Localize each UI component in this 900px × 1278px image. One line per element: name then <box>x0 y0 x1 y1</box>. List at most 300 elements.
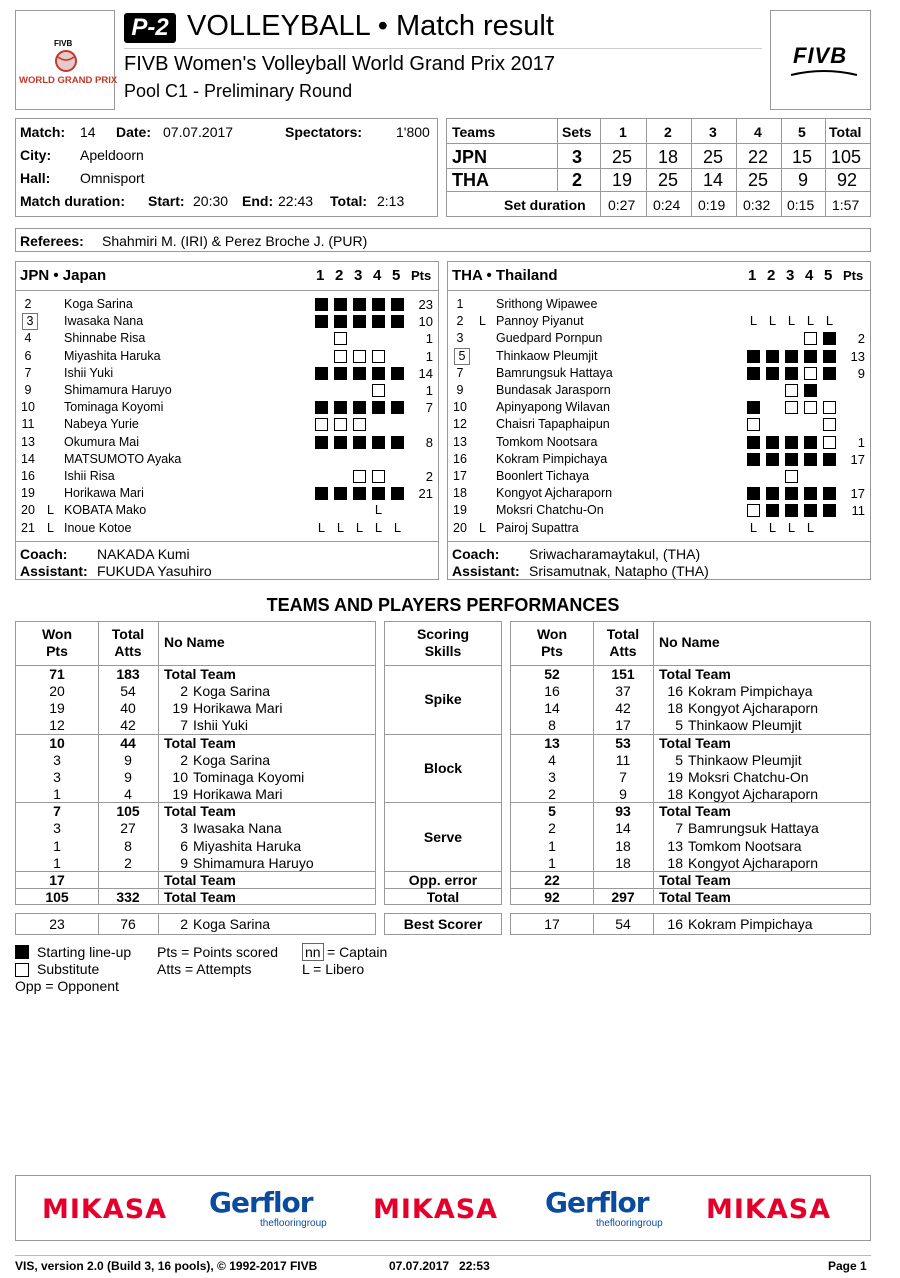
player-name: Kongyot Ajcharaporn <box>496 486 613 500</box>
match-label: Match: <box>20 124 66 140</box>
tha-set4: 25 <box>748 170 769 190</box>
player-row <box>16 296 438 313</box>
player-row <box>16 451 438 468</box>
empty-slot <box>388 502 407 518</box>
total-header: Total <box>829 124 862 140</box>
gerflor-logo-1: Gerflor <box>209 1186 313 1219</box>
player-name: Total Team <box>164 666 236 682</box>
jpn-player-list <box>16 296 438 536</box>
duration-label: Match duration: <box>20 193 125 209</box>
mikasa-logo-2: MIKASA <box>373 1194 499 1225</box>
player-name: Moksri Chatchu-On <box>688 769 809 785</box>
starting-square <box>782 451 801 467</box>
opp-error-label: Total Team <box>164 872 236 888</box>
jpn-set1: 25 <box>612 147 633 167</box>
total-set-duration: 1:57 <box>832 197 860 213</box>
tha-player-list <box>448 296 870 536</box>
set1-header: 1 <box>619 124 627 140</box>
atts-header: Atts <box>114 643 142 659</box>
empty-slot <box>820 520 839 536</box>
set5-header: 5 <box>798 124 806 140</box>
player-name: Total Team <box>659 803 731 819</box>
match-date: 07.07.2017 <box>163 124 234 140</box>
won-points: 19 <box>49 700 65 716</box>
empty-slot <box>312 382 331 398</box>
best-scorer-label: Best Scorer <box>403 916 483 932</box>
total-header: Total <box>111 626 145 642</box>
starting-square <box>331 485 350 501</box>
starting-square <box>782 365 801 381</box>
player-row <box>448 416 870 433</box>
player-no: 18 <box>667 855 683 871</box>
jpn-set-head-2: 2 <box>335 267 344 284</box>
empty-slot <box>369 330 388 346</box>
libero-mark: L <box>787 520 796 535</box>
player-name: Ishii Risa <box>64 469 115 483</box>
substitute-square <box>782 468 801 484</box>
tha-set1: 19 <box>612 170 633 190</box>
player-name: Bamrungsuk Hattaya <box>688 820 819 836</box>
tha-assistant: Srisamutnak, Natapho (THA) <box>529 563 709 579</box>
empty-slot <box>763 330 782 346</box>
player-number: 13 <box>453 435 467 449</box>
referees-value: Shahmiri M. (IRI) & Perez Broche J. (PUR) <box>102 233 368 249</box>
player-row <box>16 502 438 519</box>
starting-lineup-swatch <box>15 945 29 959</box>
libero-mark: L <box>768 520 777 535</box>
scoring-header: Scoring <box>416 626 470 642</box>
skills-header: Skills <box>424 643 462 659</box>
jpn-sets: 3 <box>572 147 583 167</box>
set-duration-label: Set duration <box>504 197 586 213</box>
starting-square <box>369 313 388 329</box>
starting-square <box>350 434 369 450</box>
starting-square <box>782 502 801 518</box>
empty-slot <box>782 296 801 312</box>
player-no: 6 <box>180 838 188 854</box>
player-number: 17 <box>453 469 467 483</box>
pts-header: Pts <box>541 643 563 659</box>
empty-slot <box>312 348 331 364</box>
match-info-box <box>15 118 438 217</box>
empty-slot <box>312 502 331 518</box>
won-points: 4 <box>548 752 556 768</box>
total-attempts: 44 <box>120 735 136 751</box>
starting-square <box>801 502 820 518</box>
starting-square <box>763 434 782 450</box>
header-sep <box>385 665 501 666</box>
logo-wgp-text: WORLD GRAND PRIX <box>19 75 118 86</box>
jpn-set2: 18 <box>658 147 679 167</box>
volleyball-icon <box>52 49 80 73</box>
won-points: 1 <box>53 838 61 854</box>
pts-header: Pts <box>46 643 68 659</box>
player-points: 1 <box>857 435 865 450</box>
total-attempts: 297 <box>611 889 635 905</box>
empty-slot <box>350 451 369 467</box>
total-attempts: 8 <box>124 838 132 854</box>
player-points: 8 <box>425 435 433 450</box>
player-name: Guedpard Pornpun <box>496 331 603 345</box>
empty-slot <box>350 330 369 346</box>
skill-label: Serve <box>423 829 463 845</box>
opp-error-label: Total Team <box>659 872 731 888</box>
footer-divider <box>15 1255 871 1256</box>
player-number: 9 <box>24 383 32 397</box>
player-number: 12 <box>453 417 467 431</box>
skill-label: Spike <box>424 691 462 707</box>
libero-mark: L <box>806 313 815 328</box>
starting-square <box>820 451 839 467</box>
end-time: 22:43 <box>278 193 314 209</box>
starting-square <box>763 451 782 467</box>
footer-version: VIS, version 2.0 (Build 3, 16 pools), © 1992-2017 FIVB <box>15 1259 318 1273</box>
jpn-best-atts: 76 <box>120 916 136 932</box>
legend-atts: Atts = Attempts <box>157 961 252 977</box>
won-points: 20 <box>49 683 65 699</box>
libero-mark: L <box>317 520 326 535</box>
player-points: 2 <box>857 331 865 346</box>
skill-label: Block <box>423 760 463 776</box>
player-row <box>16 365 438 382</box>
player-name: Total Team <box>659 735 731 751</box>
player-row <box>448 434 870 451</box>
total-label: Total Team <box>164 889 236 905</box>
starting-square <box>331 313 350 329</box>
no-name-header: No Name <box>164 634 225 650</box>
won-points: 7 <box>53 803 61 819</box>
total-attempts: 14 <box>615 820 631 836</box>
won-points: 1 <box>53 855 61 871</box>
empty-slot <box>782 416 801 432</box>
total-attempts: 93 <box>615 803 631 819</box>
won-points: 8 <box>548 717 556 733</box>
total-attempts: 18 <box>615 855 631 871</box>
player-points: 1 <box>425 349 433 364</box>
score-table <box>446 118 871 217</box>
total-attempts: 7 <box>619 769 627 785</box>
libero-mark: L <box>374 520 383 535</box>
player-no: 9 <box>180 855 188 871</box>
player-no: 2 <box>180 752 188 768</box>
total-attempts: 4 <box>124 786 132 802</box>
total-label: Total Team <box>659 889 731 905</box>
player-no: 7 <box>675 820 683 836</box>
jpn-set-head-1: 1 <box>316 267 325 284</box>
empty-slot <box>801 468 820 484</box>
player-number: 1 <box>456 297 464 311</box>
total-attempts: 9 <box>124 769 132 785</box>
player-row <box>16 416 438 433</box>
libero-marker: L <box>47 503 54 517</box>
team-tha: THA <box>452 170 489 190</box>
opp-error-points: 17 <box>49 872 65 888</box>
player-row <box>16 313 438 330</box>
starting-square <box>801 348 820 364</box>
player-row <box>16 399 438 416</box>
player-name: Pannoy Piyanut <box>496 314 584 328</box>
empty-slot <box>763 382 782 398</box>
player-points: 1 <box>425 383 433 398</box>
empty-slot <box>763 416 782 432</box>
total-attempts: 151 <box>611 666 635 682</box>
starting-square <box>388 485 407 501</box>
player-number: 18 <box>453 486 467 500</box>
jpn-roster-box <box>15 261 439 580</box>
player-number: 19 <box>453 503 467 517</box>
player-no: 10 <box>172 769 188 785</box>
player-no: 5 <box>675 717 683 733</box>
starting-square <box>388 365 407 381</box>
tha-best-sep2 <box>653 914 654 934</box>
player-name: Boonlert Tichaya <box>496 469 590 483</box>
player-name: Total Team <box>164 803 236 819</box>
libero-mark: L <box>336 520 345 535</box>
substitute-square <box>801 399 820 415</box>
empty-slot <box>820 296 839 312</box>
empty-slot <box>350 502 369 518</box>
total-points: 92 <box>544 889 560 905</box>
player-no: 19 <box>667 769 683 785</box>
player-no: 13 <box>667 838 683 854</box>
player-name: Thinkaow Pleumjit <box>688 717 802 733</box>
starting-square <box>369 365 388 381</box>
empty-slot <box>312 468 331 484</box>
set5-duration: 0:15 <box>787 197 815 213</box>
substitute-square <box>312 416 331 432</box>
substitute-square <box>350 416 369 432</box>
player-no: 19 <box>172 700 188 716</box>
atts-header: Atts <box>609 643 637 659</box>
city-label: City: <box>20 147 52 163</box>
team-jpn: JPN <box>452 147 488 167</box>
total-attempts: 40 <box>120 700 136 716</box>
total-attempts: 18 <box>615 838 631 854</box>
empty-slot <box>312 330 331 346</box>
jpn-performance-table <box>15 621 376 905</box>
player-row <box>16 434 438 451</box>
player-name: Kongyot Ajcharaporn <box>688 700 818 716</box>
starting-square <box>820 330 839 346</box>
total-attempts: 183 <box>116 666 140 682</box>
starting-square <box>350 296 369 312</box>
player-number: 20 <box>21 503 35 517</box>
starting-square <box>350 485 369 501</box>
jpn-set4: 22 <box>748 147 769 167</box>
total-label: Total: <box>330 193 368 209</box>
libero-marker: L <box>47 521 54 535</box>
logo-fivb-text: FIVB <box>54 39 73 48</box>
empty-slot <box>763 468 782 484</box>
jpn-assistant-label: Assistant: <box>20 563 88 579</box>
starting-square <box>744 399 763 415</box>
empty-slot <box>782 330 801 346</box>
total-attempts: 53 <box>615 735 631 751</box>
player-name: Horikawa Mari <box>193 786 283 802</box>
player-name: MATSUMOTO Ayaka <box>64 452 182 466</box>
player-points: 14 <box>418 366 433 381</box>
starting-square <box>312 296 331 312</box>
libero-mark: L <box>749 313 758 328</box>
substitute-square <box>331 348 350 364</box>
legend-starting: Starting line-up <box>37 944 132 960</box>
total-attempts: 27 <box>120 820 136 836</box>
player-points: 2 <box>425 469 433 484</box>
won-points: 2 <box>548 820 556 836</box>
tha-coach-divider <box>448 541 870 542</box>
mikasa-logo-1: MIKASA <box>42 1194 168 1225</box>
player-name: Kongyot Ajcharaporn <box>688 855 818 871</box>
player-number: 6 <box>24 349 32 363</box>
player-name: Pairoj Supattra <box>496 521 579 535</box>
starting-square <box>801 451 820 467</box>
substitute-square <box>331 416 350 432</box>
starting-square <box>331 365 350 381</box>
jpn-set-head-4: 4 <box>373 267 382 284</box>
substitute-square <box>331 330 350 346</box>
tha-performance-table <box>510 621 871 905</box>
jpn-roster-title: JPN • Japan <box>20 267 107 284</box>
player-row <box>16 348 438 365</box>
won-points: 14 <box>544 700 560 716</box>
libero-mark: L <box>825 313 834 328</box>
opp-error-points: 22 <box>544 872 560 888</box>
player-name: Iwasaka Nana <box>64 314 144 328</box>
substitute-square <box>782 399 801 415</box>
substitute-square <box>369 382 388 398</box>
player-name: Koga Sarina <box>193 683 271 699</box>
player-name: Miyashita Haruka <box>193 838 302 854</box>
starting-square <box>369 485 388 501</box>
teams-header: Teams <box>452 124 496 140</box>
player-number: 9 <box>456 383 464 397</box>
jpn-total: 105 <box>831 147 862 167</box>
player-name: KOBATA Mako <box>64 503 147 517</box>
set3-header: 3 <box>709 124 717 140</box>
libero-mark: L <box>355 520 364 535</box>
tha-assistant-label: Assistant: <box>452 563 520 579</box>
starting-square <box>369 434 388 450</box>
player-number: 3 <box>22 313 38 330</box>
starting-square <box>312 485 331 501</box>
libero-mark: L <box>749 520 758 535</box>
won-points: 3 <box>53 769 61 785</box>
player-points: 1 <box>425 331 433 346</box>
starting-square <box>782 434 801 450</box>
legend-substitute: Substitute <box>37 961 100 977</box>
legend-libero: L = Libero <box>302 961 365 977</box>
player-row <box>448 330 870 347</box>
player-name: Horikawa Mari <box>64 486 144 500</box>
player-no: 18 <box>667 786 683 802</box>
starting-square <box>312 313 331 329</box>
player-row <box>448 451 870 468</box>
player-name: Ishii Yuki <box>193 717 248 733</box>
jpn-assistant: FUKUDA Yasuhiro <box>97 563 212 579</box>
pool-round: Pool C1 - Preliminary Round <box>124 81 353 101</box>
starting-square <box>312 434 331 450</box>
starting-square <box>744 451 763 467</box>
empty-slot <box>312 451 331 467</box>
substitute-square <box>820 416 839 432</box>
starting-square <box>388 399 407 415</box>
won-points: 1 <box>548 855 556 871</box>
empty-slot <box>388 348 407 364</box>
player-no: 2 <box>180 683 188 699</box>
fivb-logo-text: FIVB <box>793 43 848 68</box>
jpn-set-head-5: 5 <box>392 267 401 284</box>
total-points: 105 <box>45 889 69 905</box>
player-row <box>448 365 870 382</box>
player-name: Moksri Chatchu-On <box>496 503 604 517</box>
won-points: 5 <box>548 803 556 819</box>
starting-square <box>763 348 782 364</box>
player-name: Kokram Pimpichaya <box>688 683 813 699</box>
empty-slot <box>801 416 820 432</box>
starting-square <box>388 313 407 329</box>
won-header: Won <box>41 626 73 642</box>
substitute-square <box>744 416 763 432</box>
starting-square <box>312 399 331 415</box>
total-attempts: 11 <box>615 752 631 768</box>
set3-duration: 0:19 <box>698 197 726 213</box>
total-attempts: 9 <box>124 752 132 768</box>
player-no: 5 <box>675 752 683 768</box>
total-attempts: 17 <box>615 717 631 733</box>
player-name: Inoue Kotoe <box>64 521 132 535</box>
opp-error-skill: Opp. error <box>408 872 478 888</box>
jpn-best-no: 2 <box>180 916 188 932</box>
world-grand-prix-logo <box>15 10 118 110</box>
player-name: Nabeya Yurie <box>64 417 139 431</box>
libero-marker: L <box>479 314 486 328</box>
starting-square <box>350 399 369 415</box>
player-number: 2 <box>24 297 32 311</box>
tha-coach: Sriwacharamaytakul, (THA) <box>529 546 701 562</box>
starting-square <box>744 485 763 501</box>
jpn-pts-head: Pts <box>411 268 432 283</box>
libero-mark: L <box>374 502 383 517</box>
player-number: 5 <box>454 348 470 365</box>
page-title: VOLLEYBALL • Match result <box>187 10 554 42</box>
empty-slot <box>388 416 407 432</box>
substitute-square <box>350 348 369 364</box>
player-name: Thinkaow Pleumjit <box>688 752 802 768</box>
player-row <box>448 502 870 519</box>
tha-set-head-5: 5 <box>824 267 833 284</box>
player-row <box>16 468 438 485</box>
player-number: 2 <box>456 314 464 328</box>
jpn-best-sep2 <box>158 914 159 934</box>
player-number: 20 <box>453 521 467 535</box>
player-points: 9 <box>857 366 865 381</box>
tha-set-head-3: 3 <box>786 267 795 284</box>
player-no: 19 <box>172 786 188 802</box>
starting-square <box>369 296 388 312</box>
starting-square <box>388 296 407 312</box>
substitute-square <box>369 348 388 364</box>
player-number: 4 <box>24 331 32 345</box>
tha-best-scorer-row <box>510 913 871 935</box>
empty-slot <box>331 502 350 518</box>
player-row <box>16 382 438 399</box>
won-points: 3 <box>53 820 61 836</box>
empty-slot <box>331 451 350 467</box>
substitute-square <box>801 330 820 346</box>
player-points: 10 <box>418 314 433 329</box>
starting-square <box>820 348 839 364</box>
won-header: Won <box>536 626 568 642</box>
